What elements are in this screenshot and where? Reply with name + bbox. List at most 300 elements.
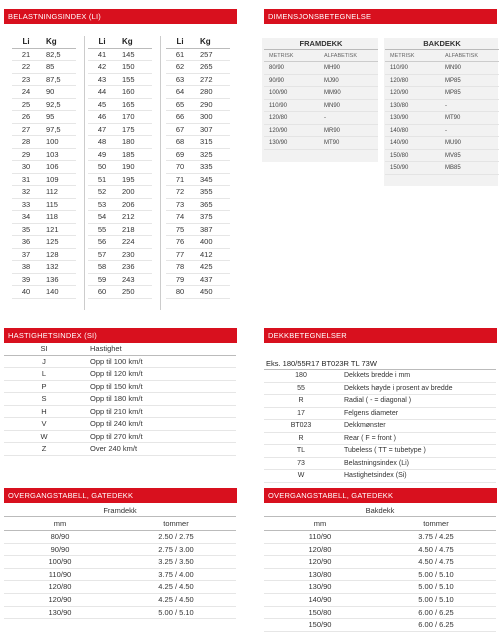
load-index-row <box>88 61 152 74</box>
metric-value: 150/90 <box>390 165 409 171</box>
load-index-row <box>166 224 230 237</box>
load-index-row <box>166 49 230 62</box>
inch-value: 2.50 / 2.75 <box>158 532 194 541</box>
kg-value: 125 <box>46 237 59 246</box>
speed-index-row <box>4 368 236 381</box>
conversion-row <box>264 556 496 569</box>
inch-value: 3.75 / 4.25 <box>418 532 454 541</box>
li-value: 71 <box>175 174 185 184</box>
kg-value: 265 <box>200 62 213 71</box>
mm-value: 120/90 <box>308 557 332 567</box>
load-index-row <box>166 274 230 287</box>
dimension-row <box>264 125 378 138</box>
designation-code: 180 <box>295 372 307 379</box>
kg-value: 82,5 <box>46 49 61 59</box>
dimension-row <box>385 150 499 163</box>
mm-value: 110/90 <box>308 532 332 541</box>
kg-value: 300 <box>200 112 213 121</box>
li-value: 52 <box>97 187 107 196</box>
si-value: J <box>42 356 46 366</box>
load-index-row <box>166 286 230 299</box>
li-value: 43 <box>97 74 107 84</box>
load-index-row <box>166 149 230 162</box>
load-index-row <box>88 124 152 137</box>
conv-front-title: Framdekk <box>4 505 236 517</box>
li-value: 80 <box>175 287 185 296</box>
speed-value: Opp til 210 km/t <box>90 406 143 416</box>
dimension-row <box>264 87 378 100</box>
conversion-row <box>4 569 236 582</box>
kg-value: 425 <box>200 262 213 271</box>
dimension-row <box>385 162 499 175</box>
inch-value: 5.00 / 5.10 <box>418 569 454 579</box>
alpha-value: MV85 <box>445 152 461 159</box>
li-value: 29 <box>21 149 31 159</box>
li-value: 27 <box>21 124 31 134</box>
li-value: 68 <box>175 137 185 146</box>
load-index-row <box>12 186 76 199</box>
speed-index-header: HASTIGHETSINDEX (SI) <box>4 328 237 343</box>
li-value: 55 <box>97 224 107 234</box>
inch-value: 4.25 / 4.50 <box>158 582 194 592</box>
load-index-head-row <box>88 36 152 49</box>
kg-value: 218 <box>122 224 135 234</box>
alpha-value: - <box>324 115 326 121</box>
li-value: 42 <box>97 62 107 71</box>
speed-index-row <box>4 406 236 419</box>
mm-value: 90/90 <box>50 544 70 554</box>
li-value: 21 <box>21 49 31 59</box>
speed-index-row <box>4 356 236 369</box>
li-value: 77 <box>175 249 185 259</box>
speed-index-table <box>4 343 236 456</box>
metric-value: 140/80 <box>390 127 409 134</box>
load-index-row <box>12 74 76 87</box>
metric-value: 120/80 <box>390 77 409 84</box>
li-column-label: Li <box>22 37 30 46</box>
kg-value: 175 <box>122 124 135 134</box>
designation-meaning: Hastighetsindex (Si) <box>344 472 407 479</box>
mm-value: 150/80 <box>308 607 332 617</box>
li-value: 39 <box>21 274 31 284</box>
inch-value: 4.50 / 4.75 <box>418 557 454 567</box>
metric-value: 140/90 <box>390 140 409 146</box>
load-index-row <box>166 249 230 262</box>
kg-value: 85 <box>46 62 55 71</box>
dimension-row <box>385 100 499 113</box>
designation-code: 73 <box>297 459 305 467</box>
si-value: P <box>41 381 47 391</box>
li-value: 61 <box>175 49 185 59</box>
kg-value: 109 <box>46 174 59 184</box>
load-index-row <box>12 161 76 174</box>
li-value: 69 <box>175 149 185 159</box>
dimension-row <box>264 100 378 113</box>
kg-value: 365 <box>200 199 213 209</box>
kg-value: 195 <box>122 174 135 184</box>
inch-column-label: tommer <box>423 519 449 528</box>
mm-value: 140/90 <box>308 594 332 604</box>
alpha-value: MP85 <box>445 77 461 84</box>
inch-value: 2.75 / 3.00 <box>158 544 194 554</box>
designation-row <box>264 420 496 433</box>
kg-value: 190 <box>122 162 135 171</box>
kg-column-label: Kg <box>122 37 133 46</box>
load-index-head-row <box>12 36 76 49</box>
metric-value: 120/90 <box>390 90 409 96</box>
front-dimension-table <box>264 38 378 150</box>
speed-value: Opp til 270 km/t <box>90 431 143 441</box>
metric-value: 120/80 <box>269 115 288 121</box>
kg-value: 132 <box>46 262 59 271</box>
dimension-row <box>385 112 499 125</box>
li-value: 76 <box>175 237 185 246</box>
alpha-value: MP85 <box>445 90 461 96</box>
kg-value: 106 <box>46 162 59 171</box>
kg-value: 200 <box>122 187 135 196</box>
mm-value: 130/80 <box>308 569 332 579</box>
designation-example: Eks. 180/55R17 BT023R TL 73W <box>264 358 496 370</box>
inch-value: 5.00 / 5.10 <box>158 607 194 617</box>
kg-value: 170 <box>122 112 135 121</box>
li-value: 54 <box>97 212 107 221</box>
inch-value: 4.50 / 4.75 <box>418 544 454 554</box>
kg-value: 95 <box>46 112 55 121</box>
metric-value: 80/90 <box>269 65 285 71</box>
tyre-designation-header: DEKKBETEGNELSER <box>264 328 497 343</box>
kg-value: 206 <box>122 199 135 209</box>
conv-front-header: OVERGANGSTABELL, GATEDEKK <box>4 488 237 503</box>
kg-value: 185 <box>122 149 135 159</box>
li-column-label: Li <box>176 37 184 46</box>
inch-value: 4.25 / 4.50 <box>158 594 194 604</box>
li-value: 70 <box>175 162 185 171</box>
li-value: 25 <box>21 99 31 109</box>
li-value: 26 <box>21 112 31 121</box>
designation-meaning: Belastningsindex (Li) <box>344 459 409 467</box>
load-index-row <box>12 261 76 274</box>
designation-code: W <box>297 472 305 479</box>
metric-value: 100/90 <box>269 90 288 96</box>
li-value: 75 <box>175 224 185 234</box>
li-value: 46 <box>97 112 107 121</box>
alpha-value: MH90 <box>324 65 341 71</box>
dimension-row <box>385 137 499 150</box>
load-index-row <box>166 74 230 87</box>
mm-value: 150/90 <box>308 620 332 630</box>
kg-value: 165 <box>122 99 135 109</box>
li-value: 41 <box>97 49 107 59</box>
conversion-row <box>264 619 496 632</box>
dimension-row <box>385 125 499 138</box>
inch-value: 6.00 / 6.25 <box>418 620 454 630</box>
load-index-row <box>166 111 230 124</box>
li-value: 30 <box>21 162 31 171</box>
speed-value: Opp til 180 km/t <box>90 394 143 403</box>
designation-meaning: Felgens diameter <box>344 409 399 417</box>
si-column-label: SI <box>40 344 48 353</box>
li-value: 65 <box>175 99 185 109</box>
load-index-column <box>166 36 230 299</box>
dimension-row <box>264 75 378 88</box>
mm-value: 120/90 <box>48 594 72 604</box>
li-value: 34 <box>21 212 31 221</box>
kg-value: 118 <box>46 212 58 221</box>
inch-value: 5.00 / 5.10 <box>418 594 454 604</box>
load-index-row <box>166 199 230 212</box>
kg-value: 335 <box>200 162 213 171</box>
speed-index-row <box>4 381 236 394</box>
si-value: H <box>41 406 47 416</box>
kg-column-label: Kg <box>46 37 57 46</box>
alpha-value: MM90 <box>324 90 341 96</box>
kg-value: 307 <box>200 124 213 134</box>
load-index-row <box>88 86 152 99</box>
kg-value: 87,5 <box>46 74 61 84</box>
kg-value: 224 <box>122 237 135 246</box>
metric-value: 130/90 <box>269 140 288 146</box>
load-index-row <box>12 49 76 62</box>
li-value: 51 <box>97 174 107 184</box>
load-index-row <box>166 86 230 99</box>
column-divider <box>160 36 161 310</box>
alpha-value: MN90 <box>445 65 462 71</box>
alpha-value: - <box>445 127 447 134</box>
speed-index-row <box>4 431 236 444</box>
metric-value: 120/90 <box>269 127 288 134</box>
speed-column-label: Hastighet <box>90 344 122 353</box>
designation-meaning: Dekkmønster <box>344 422 386 429</box>
load-index-header: BELASTNINGSINDEX (LI) <box>4 9 237 24</box>
load-index-row <box>12 136 76 149</box>
kg-value: 315 <box>200 137 213 146</box>
load-index-row <box>166 261 230 274</box>
li-value: 72 <box>175 187 185 196</box>
kg-value: 272 <box>200 74 213 84</box>
kg-value: 92,5 <box>46 99 61 109</box>
load-index-row <box>12 274 76 287</box>
li-value: 31 <box>21 174 31 184</box>
designation-code: BT023 <box>290 422 312 429</box>
load-index-column <box>12 36 76 299</box>
kg-value: 375 <box>200 212 213 221</box>
inch-value: 6.00 / 6.25 <box>418 607 454 617</box>
kg-value: 90 <box>46 87 55 96</box>
load-index-row <box>166 161 230 174</box>
designation-code: 55 <box>297 384 305 392</box>
load-index-row <box>88 211 152 224</box>
conversion-row <box>264 544 496 557</box>
conversion-row <box>4 581 236 594</box>
load-index-row <box>166 211 230 224</box>
load-index-row <box>12 111 76 124</box>
conv-front-table <box>4 505 236 619</box>
kg-value: 140 <box>46 287 59 296</box>
dimension-row <box>385 75 499 88</box>
conv-rear-title: Bakdekk <box>264 505 496 517</box>
li-value: 57 <box>97 249 107 259</box>
load-index-row <box>88 224 152 237</box>
speed-index-head-row <box>4 343 236 356</box>
li-value: 23 <box>21 74 31 84</box>
li-value: 56 <box>97 237 107 246</box>
load-index-head-row <box>166 36 230 49</box>
load-index-row <box>12 249 76 262</box>
inch-value: 5.00 / 5.10 <box>418 582 454 592</box>
conv-front-subheader <box>4 517 236 531</box>
front-dimension-title: FRAMDEKK <box>264 38 378 50</box>
column-divider <box>84 36 85 310</box>
inch-column-label: tommer <box>163 519 189 528</box>
tyre-designation-table <box>264 358 496 483</box>
li-value: 67 <box>175 124 185 134</box>
kg-value: 230 <box>122 249 135 259</box>
alpha-value: MJ90 <box>324 77 339 84</box>
metric-column-label: METRISK <box>269 53 294 59</box>
load-index-row <box>88 74 152 87</box>
si-value: W <box>40 431 48 441</box>
dimension-row <box>264 62 378 75</box>
kg-value: 355 <box>200 187 213 196</box>
conversion-row <box>4 607 236 620</box>
alpha-value: MT90 <box>324 140 340 146</box>
li-value: 64 <box>175 87 185 96</box>
designation-meaning: Tubeless ( TT = tubetype ) <box>344 447 426 454</box>
dimension-header: DIMENSJONSBETEGNELSE <box>264 9 497 24</box>
mm-value: 110/90 <box>48 569 72 579</box>
speed-index-row <box>4 418 236 431</box>
mm-value: 100/90 <box>48 557 72 567</box>
kg-value: 345 <box>200 174 213 184</box>
dimension-row <box>385 87 499 100</box>
designation-row <box>264 408 496 421</box>
designation-meaning: Dekkets høyde i prosent av bredde <box>344 384 453 392</box>
load-index-row <box>88 236 152 249</box>
dimension-row <box>264 112 378 125</box>
li-value: 40 <box>21 287 31 296</box>
li-value: 78 <box>175 262 185 271</box>
li-value: 33 <box>21 199 31 209</box>
kg-value: 180 <box>122 137 135 146</box>
li-value: 58 <box>97 262 107 271</box>
metric-value: 150/80 <box>390 152 409 159</box>
front-dimension-subheader <box>264 50 378 62</box>
li-value: 50 <box>97 162 107 171</box>
rear-dimension-subheader <box>385 50 499 62</box>
kg-value: 212 <box>122 212 135 221</box>
kg-value: 290 <box>200 99 213 109</box>
load-index-row <box>166 136 230 149</box>
si-value: Z <box>41 444 47 453</box>
alpha-value: MR90 <box>324 127 341 134</box>
conversion-row <box>264 581 496 594</box>
li-value: 36 <box>21 237 31 246</box>
metric-value: 130/80 <box>390 102 409 109</box>
kg-value: 450 <box>200 287 213 296</box>
load-index-row <box>12 211 76 224</box>
load-index-row <box>12 236 76 249</box>
alpha-value: MU90 <box>445 140 462 146</box>
load-index-row <box>166 174 230 187</box>
kg-value: 325 <box>200 149 213 159</box>
kg-value: 243 <box>122 274 135 284</box>
li-value: 48 <box>97 137 107 146</box>
speed-index-row <box>4 393 236 406</box>
inch-value: 3.75 / 4.00 <box>158 569 194 579</box>
metric-value: 110/90 <box>390 65 408 71</box>
li-value: 35 <box>21 224 31 234</box>
mm-value: 130/90 <box>48 607 72 617</box>
designation-meaning: Radial ( - = diagonal ) <box>344 397 412 404</box>
load-index-row <box>166 61 230 74</box>
si-value: L <box>41 369 47 378</box>
conversion-row <box>264 531 496 544</box>
load-index-row <box>166 186 230 199</box>
kg-value: 160 <box>122 87 135 96</box>
conv-rear-header: OVERGANGSTABELL, GATEDEKK <box>264 488 497 503</box>
mm-value: 130/90 <box>308 582 332 592</box>
alpha-column-label: ALFABETISK <box>324 53 358 59</box>
load-index-row <box>88 249 152 262</box>
metric-column-label: METRISK <box>390 53 415 59</box>
load-index-column <box>88 36 152 299</box>
conv-rear-table <box>264 505 496 632</box>
load-index-row <box>88 186 152 199</box>
designation-meaning: Rear ( F = front ) <box>344 434 396 442</box>
conversion-row <box>264 607 496 620</box>
designation-code: R <box>298 397 304 404</box>
metric-value: 90/90 <box>269 77 285 84</box>
load-index-row <box>12 286 76 299</box>
conversion-row <box>264 594 496 607</box>
kg-value: 136 <box>46 274 59 284</box>
load-index-row <box>88 136 152 149</box>
li-value: 63 <box>175 74 185 84</box>
li-value: 47 <box>97 124 107 134</box>
mm-value: 120/80 <box>48 582 72 592</box>
designation-row <box>264 370 496 383</box>
speed-value: Over 240 km/t <box>90 444 138 453</box>
li-value: 53 <box>97 199 107 209</box>
li-value: 24 <box>21 87 31 96</box>
kg-value: 121 <box>46 224 59 234</box>
load-index-row <box>88 199 152 212</box>
kg-value: 412 <box>200 249 213 259</box>
mm-value: 120/80 <box>308 544 332 554</box>
kg-value: 115 <box>46 199 58 209</box>
load-index-row <box>88 111 152 124</box>
conversion-row <box>4 544 236 557</box>
load-index-row <box>12 149 76 162</box>
designation-row <box>264 395 496 408</box>
speed-value: Opp til 150 km/t <box>90 381 143 391</box>
load-index-row <box>88 149 152 162</box>
li-value: 44 <box>97 87 107 96</box>
alpha-value: - <box>445 102 447 109</box>
li-value: 37 <box>21 249 31 259</box>
load-index-row <box>12 174 76 187</box>
li-value: 79 <box>175 274 185 284</box>
load-index-row <box>166 124 230 137</box>
load-index-row <box>12 224 76 237</box>
kg-value: 100 <box>46 137 59 146</box>
load-index-row <box>88 161 152 174</box>
li-value: 49 <box>97 149 107 159</box>
li-column-label: Li <box>98 37 106 46</box>
kg-value: 387 <box>200 224 213 234</box>
load-index-row <box>88 99 152 112</box>
mm-value: 80/90 <box>50 532 70 541</box>
